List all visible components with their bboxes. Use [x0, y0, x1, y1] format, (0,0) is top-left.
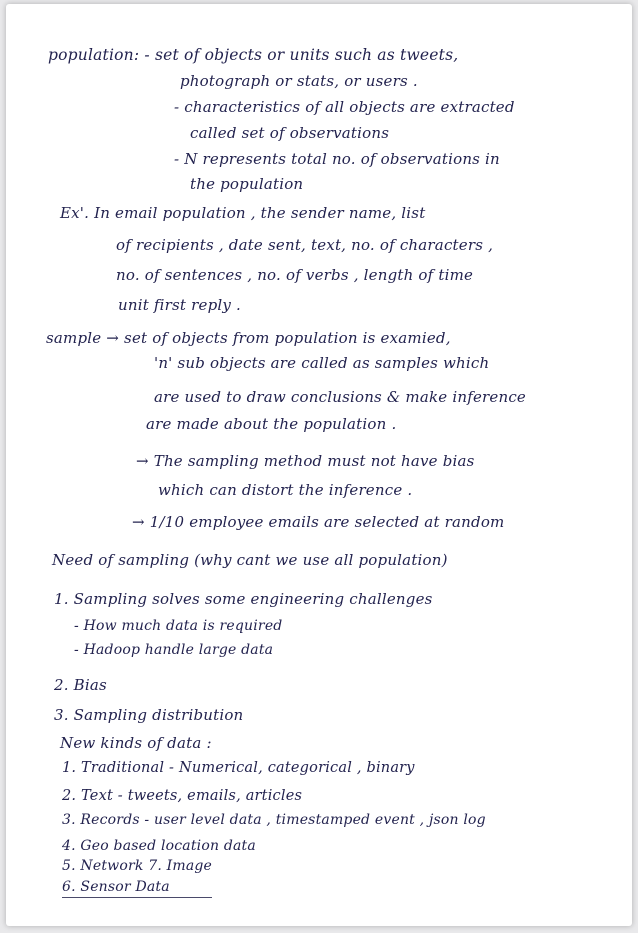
example-email-line: Ex'. In email population , the sender name, list — [60, 204, 426, 222]
need-of-sampling-heading: Need of sampling (why cant we use all population) — [52, 551, 448, 569]
example-reply-line: unit first reply . — [118, 296, 241, 314]
n-represents-line: - N represents total no. of observations in — [174, 150, 500, 168]
example-sentences-line: no. of sentences , no. of verbs , length of time — [116, 266, 474, 284]
sample-definition-line: sample → set of objects from population is examied, — [46, 329, 451, 347]
sample-subobjects-line: 'n' sub objects are called as samples which — [154, 354, 490, 372]
population-examples-line: photograph or stats, or users . — [180, 72, 418, 90]
need-item-1-sub-a: - How much data is required — [74, 618, 283, 634]
underline-rule — [62, 897, 212, 898]
kind-item-4: 4. Geo based location data — [62, 838, 256, 854]
distort-inference-line: which can distort the inference . — [158, 481, 413, 499]
sample-conclusions-line: are used to draw conclusions & make inference — [154, 388, 527, 406]
the-population-line: the population — [190, 175, 304, 193]
new-kinds-heading: New kinds of data : — [60, 734, 212, 752]
need-item-2: 2. Bias — [54, 676, 107, 694]
random-employee-line: → 1/10 employee emails are selected at random — [132, 513, 505, 531]
characteristics-line: - characteristics of all objects are extracted — [174, 98, 515, 116]
kind-item-2: 2. Text - tweets, emails, articles — [62, 788, 303, 804]
kind-item-3: 3. Records - user level data , timestamped event , json log — [62, 812, 486, 828]
need-item-1-sub-b: - Hadoop handle large data — [74, 642, 274, 658]
need-item-3: 3. Sampling distribution — [54, 706, 244, 724]
sampling-bias-line: → The sampling method must not have bias — [136, 452, 475, 470]
notebook-page — [6, 4, 632, 926]
need-item-1: 1. Sampling solves some engineering challenges — [54, 590, 433, 608]
population-definition-line: population: - set of objects or units such as tweets, — [48, 46, 459, 64]
observations-line: called set of observations — [190, 124, 390, 142]
kind-item-6: 6. Sensor Data — [62, 879, 170, 895]
sample-about-population-line: are made about the population . — [146, 415, 397, 433]
kind-item-5-and-7: 5. Network 7. Image — [62, 858, 213, 874]
kind-item-1: 1. Traditional - Numerical, categorical , binary — [62, 760, 415, 776]
example-recipients-line: of recipients , date sent, text, no. of characters , — [116, 236, 494, 254]
